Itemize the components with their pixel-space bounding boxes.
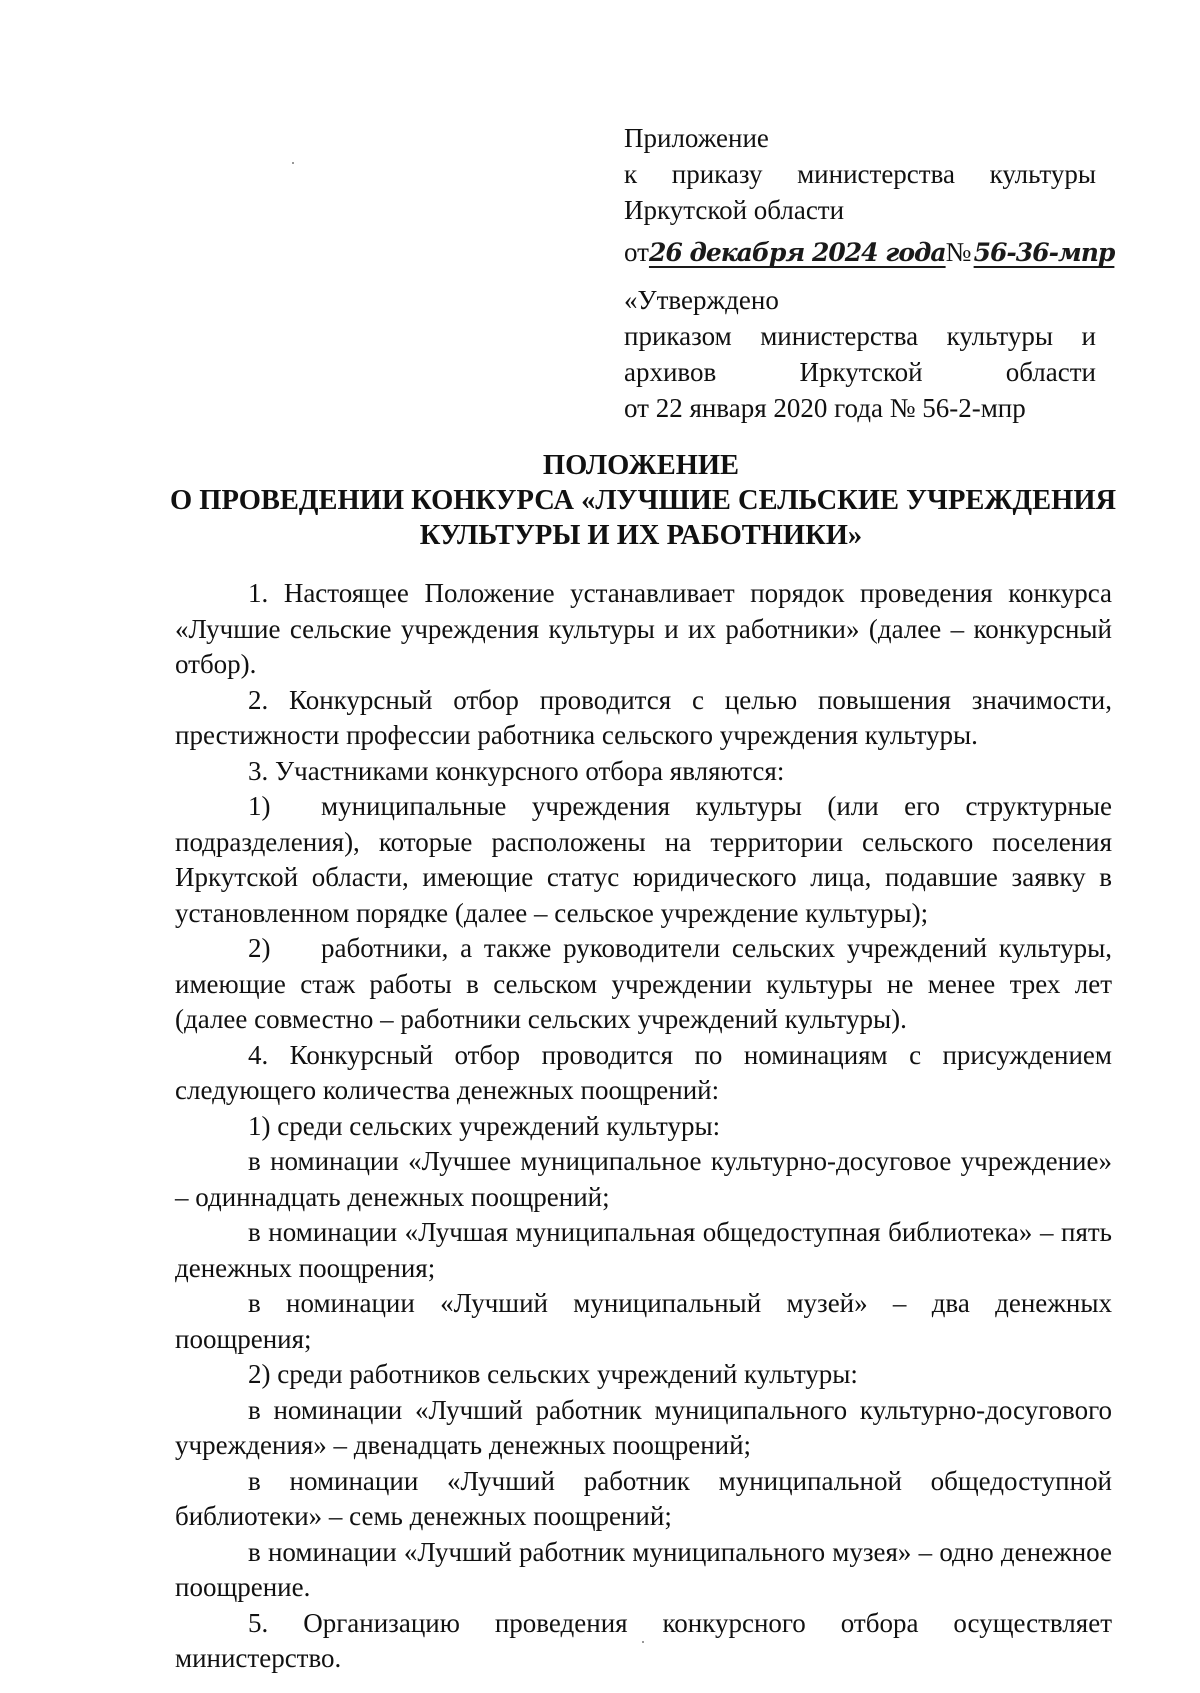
paragraph-3-item-2	[175, 931, 1112, 1038]
nomination-1a: в номинации «Лучшее муниципальное культурно-досуговое учреждение» – одиннадцать денежных поощрений;	[175, 1146, 1112, 1212]
appendix-header	[624, 120, 1115, 271]
approval-by-order: приказом министерства культуры и	[624, 321, 1096, 351]
paragraph-4-2: 2) среди работников сельских учреждений культуры:	[248, 1359, 858, 1389]
scan-speck	[642, 1641, 644, 1643]
item-number: 1)	[248, 791, 271, 821]
handwritten-number: 56-36-мпр	[973, 238, 1115, 267]
paragraph-5: 5. Организацию проведения конкурсного отбора осуществляет министерство.	[175, 1607, 1112, 1673]
approval-block	[624, 282, 1096, 426]
paragraph-1: 1. Настоящее Положение устанавливает порядок проведения конкурса «Лучшие сельские учреждения культуры и их работники» (далее – конкурсный отбор).	[175, 578, 1112, 679]
approval-approved: «Утверждено	[624, 285, 779, 315]
paragraph-3: 3. Участниками конкурсного отбора являются:	[248, 755, 785, 786]
title-line-3: КУЛЬТУРЫ И ИХ РАБОТНИКИ»	[419, 520, 863, 551]
nomination-2c: в номинации «Лучший работник муниципального музея» – одно денежное поощрение.	[175, 1536, 1112, 1602]
nomination-1b: в номинации «Лучшая муниципальная общедоступная библиотека» – пять денежных поощрения;	[175, 1217, 1112, 1283]
appendix-label: Приложение	[624, 123, 769, 153]
date-prefix: от	[624, 237, 649, 267]
appendix-to-order: к приказу министерства культуры	[624, 159, 1096, 189]
paragraph-4: 4. Конкурсный отбор проводится по номинациям с присуждением следующего количества денежных поощрений:	[175, 1039, 1112, 1105]
item-text: муниципальные учреждения культуры (или его структурные подразделения), которые расположены на территории сельского поселения Иркутской области, имеющие статус юридического лица, подавшие заявку в установленном порядке (далее – сельское учреждение культуры);	[175, 791, 1112, 928]
title-line-2: О ПРОВЕДЕНИИ КОНКУРСА «ЛУЧШИЕ СЕЛЬСКИЕ УЧРЕЖДЕНИЯ	[170, 485, 1117, 516]
title-line-1: ПОЛОЖЕНИЕ	[542, 450, 740, 481]
nomination-2a: в номинации «Лучший работник муниципального культурно-досугового учреждения» – двенадцать денежных поощрений;	[175, 1394, 1112, 1460]
appendix-region: Иркутской области	[624, 195, 845, 225]
appendix-date-line	[624, 234, 1115, 271]
number-prefix: №	[945, 237, 972, 267]
item-number: 2)	[248, 933, 271, 963]
approval-dated: от 22 января 2020 года № 56-2-мпр	[624, 393, 1026, 423]
nomination-1c: в номинации «Лучший муниципальный музей» – два денежных поощрения;	[175, 1288, 1112, 1354]
document-body	[175, 576, 1112, 1677]
paragraph-4-1: 1) среди сельских учреждений культуры:	[248, 1110, 721, 1141]
approval-archives: архивов Иркутской области	[624, 357, 1096, 387]
paragraph-3-item-1	[175, 789, 1112, 931]
paragraph-2: 2. Конкурсный отбор проводится с целью повышения значимости, престижности профессии работника сельского учреждения культуры.	[175, 684, 1112, 750]
nomination-2b: в номинации «Лучший работник муниципальной общедоступной библиотеки» – семь денежных поощрений;	[175, 1465, 1112, 1531]
scan-speck	[292, 162, 294, 164]
item-text: работники, а также руководители сельских учреждений культуры, имеющие стаж работы в сельском учреждении культуры не менее трех лет (далее совместно – работники сельских учреждений культуры).	[175, 933, 1112, 1034]
document-title	[170, 448, 1117, 553]
handwritten-date: 26 декабря 2024 года	[648, 238, 946, 267]
